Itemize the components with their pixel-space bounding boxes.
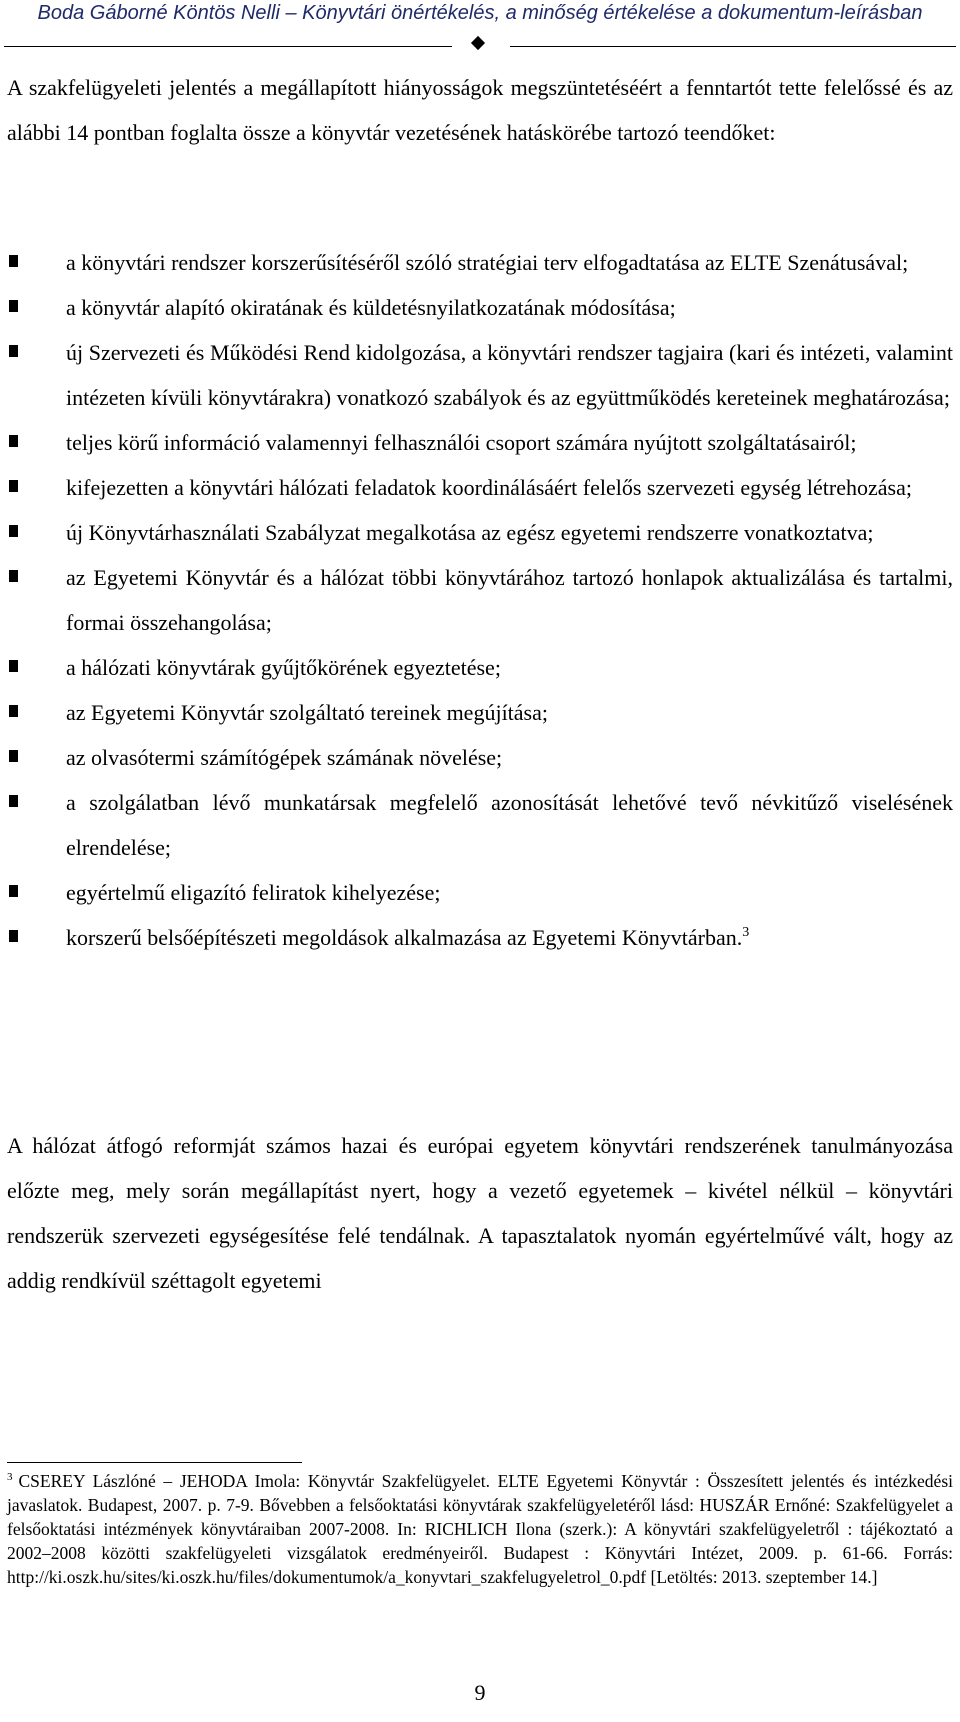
- list-item-text: a szolgálatban lévő munkatársak megfelelő azonosítását lehetővé tevő névkitűző viselésének elrendelése;: [66, 790, 953, 860]
- running-header: [0, 0, 960, 60]
- list-item-text: az olvasótermi számítógépek számának növelése;: [66, 745, 503, 770]
- square-bullet-icon: [9, 435, 18, 447]
- list-item: [0, 285, 953, 330]
- list-item-text: az Egyetemi Könyvtár és a hálózat többi könyvtárához tartozó honlapok aktualizálása és tartalmi, formai összehangolása;: [66, 565, 953, 635]
- header-title: Boda Gáborné Köntös Nelli – Könyvtári önértékelés, a minőség értékelése a dokumentum-leírásban: [37, 2, 923, 24]
- diamond-icon: [471, 36, 485, 50]
- square-bullet-icon: [9, 795, 18, 807]
- list-item: [0, 330, 953, 420]
- list-item-text: korszerű belsőépítészeti megoldások alkalmazása az Egyetemi Könyvtárban.: [66, 925, 743, 950]
- page-number: 9: [474, 1680, 486, 1705]
- list-item: [0, 240, 953, 285]
- intro-paragraph: A szakfelügyeleti jelentés a megállapított hiányosságok megszüntetéséért a fenntartót tette felelőssé és az alábbi 14 pontban foglalta össze a könyvtár vezetésének hatáskörébe tartozó teendőket:: [7, 75, 953, 145]
- list-item-text: új Könyvtárhasználati Szabályzat megalkotása az egész egyetemi rendszerre vonatkoztatva;: [66, 520, 874, 545]
- square-bullet-icon: [9, 570, 18, 582]
- list-item: [0, 735, 953, 780]
- footnote: [7, 1469, 953, 1589]
- list-item-text: teljes körű információ valamennyi felhasználói csoport számára nyújtott szolgáltatásairól;: [66, 430, 857, 455]
- list-item-text: a hálózati könyvtárak gyűjtőkörének egyeztetése;: [66, 655, 501, 680]
- list-item: [0, 690, 953, 735]
- list-item: [0, 915, 953, 960]
- square-bullet-icon: [9, 930, 18, 942]
- footnote-text: CSEREY Lászlóné – JEHODA Imola: Könyvtár Szakfelügyelet. ELTE Egyetemi Könyvtár : Összesített jelentés és intézkedési javaslatok. Budapest, 2007. p. 7-9. Bővebben a felsőoktatási könyvtárak szakfelügyeletéről lásd: HUSZÁR Ernőné: Szakfelügyelet a felsőoktatási intézmények könyvtáraiban 2007-2008. In: RICHLICH Ilona (szerk.): A könyvtári szakfelügyeletről : tájékoztató a 2002–2008 közötti szakfelügyeleti vizsgálatok eredményeiről. Budapest : Könyvtári Intézet, 2009. p. 61-66. Forrás: http://ki.oszk.hu/sites/ki.oszk.hu/files/dokumentumok/a_konyvtari_szakfelugyeletrol_0.pdf [Letöltés: 2013. szeptember 14.]: [7, 1471, 953, 1587]
- square-bullet-icon: [9, 480, 18, 492]
- list-item: [0, 420, 953, 465]
- header-rule-right: [510, 46, 956, 47]
- list-item: [0, 510, 953, 555]
- square-bullet-icon: [9, 705, 18, 717]
- list-item-text: kifejezetten a könyvtári hálózati feladatok koordinálásáért felelős szervezeti egység létrehozása;: [66, 475, 912, 500]
- closing-paragraph: A hálózat átfogó reformját számos hazai és európai egyetem könyvtári rendszerének tanulmányozása előzte meg, mely során megállapítást nyert, hogy a vezető egyetemek – kivétel nélkül – könyvtári rendszerük szervezeti egységesítése felé tendálnak. A tapasztalatok nyomán egyértelművé vált, hogy az addig rendkívül széttagolt egyetemi: [7, 1133, 953, 1293]
- list-item: [0, 465, 953, 510]
- header-rule-left: [4, 46, 452, 47]
- list-item-text: az Egyetemi Könyvtár szolgáltató tereinek megújítása;: [66, 700, 548, 725]
- list-item: [0, 780, 953, 870]
- list-item: [0, 555, 953, 645]
- footnote-separator: [7, 1462, 302, 1463]
- square-bullet-icon: [9, 660, 18, 672]
- list-item: [0, 870, 953, 915]
- task-list: [0, 240, 960, 960]
- list-item-text: egyértelmű eligazító feliratok kihelyezése;: [66, 880, 441, 905]
- square-bullet-icon: [9, 750, 18, 762]
- footnote-reference[interactable]: 3: [742, 925, 750, 940]
- footnote-number: 3: [7, 1471, 13, 1483]
- square-bullet-icon: [9, 300, 18, 312]
- list-item-text: a könyvtári rendszer korszerűsítéséről szóló stratégiai terv elfogadtatása az ELTE Szenátusával;: [66, 250, 909, 275]
- list-item-text: a könyvtár alapító okiratának és küldetésnyilatkozatának módosítása;: [66, 295, 676, 320]
- list-item-text: új Szervezeti és Működési Rend kidolgozása, a könyvtári rendszer tagjaira (kari és intézeti, valamint intézeten kívüli könyvtárakra) vonatkozó szabályok és az együttműködés kereteinek meghatározása;: [66, 340, 953, 410]
- square-bullet-icon: [9, 345, 18, 357]
- square-bullet-icon: [9, 255, 18, 267]
- square-bullet-icon: [9, 525, 18, 537]
- list-item: [0, 645, 953, 690]
- square-bullet-icon: [9, 885, 18, 897]
